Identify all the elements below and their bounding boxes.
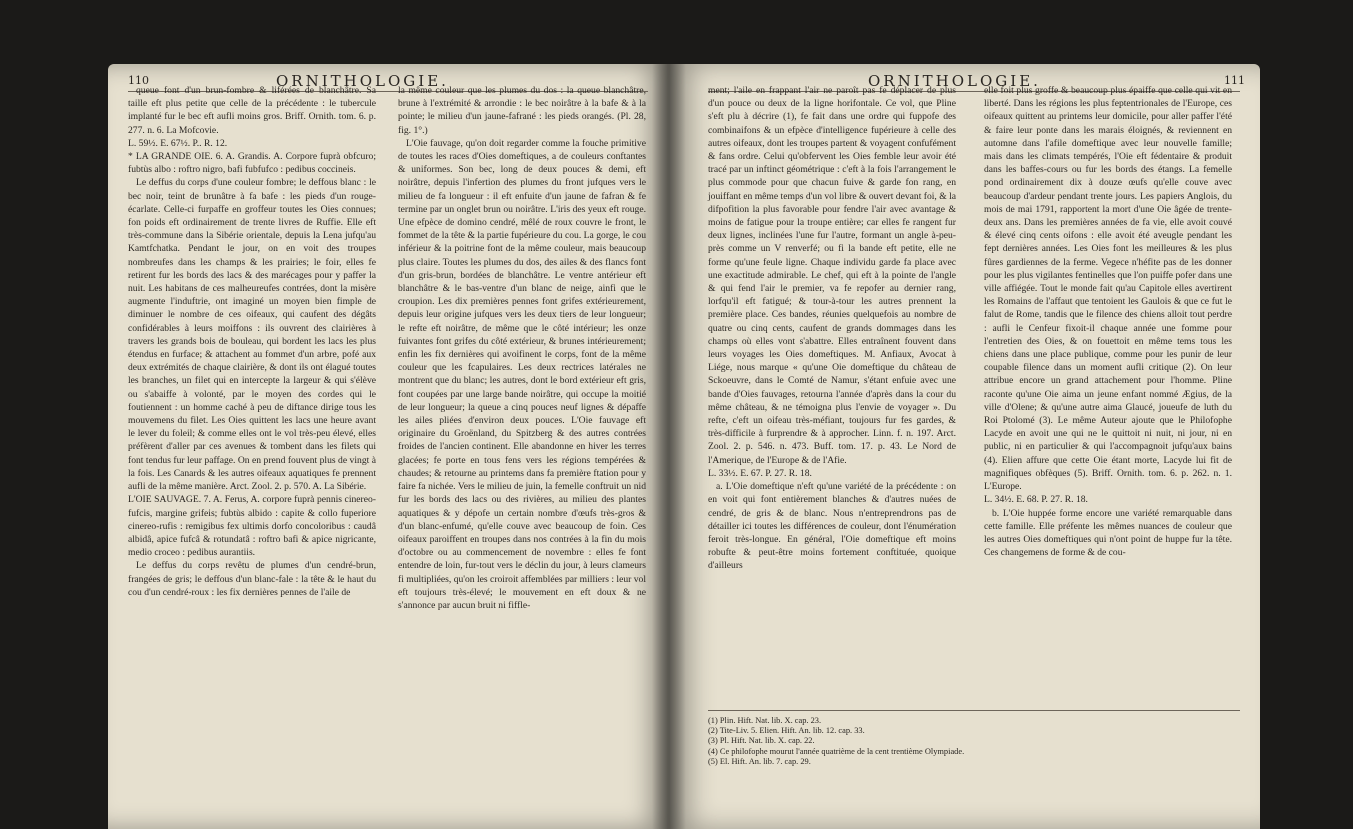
- measurement-line: L. 34½. E. 68. P. 27. R. 18.: [984, 494, 1088, 506]
- measurement-line: L. 33½. E. 67. P. 27. R. 18.: [708, 467, 812, 479]
- running-head: ORNITHOLOGIE.: [276, 72, 449, 90]
- paragraph: queue font d'un brun-fombre & liférées de blanchâtre. Sa taille eft plus petite que celle de la précédente : le tubercule implanté fur le bec eft aufli moins gros. Briff. Ornith. tom. 6. p. 277. n. 6. La Mofcovie.: [128, 85, 376, 136]
- footnote-rule: [708, 710, 1240, 711]
- paragraph: a. L'Oie domeftique n'eft qu'une variété de la précédente : on en voit qui font entièrement blanches & d'autres nuées de cendré, de gris & de blanc. Nous n'entreprendrons pas de détailler ici toutes les différences de couleur, dont l'énumération feroit très-longue. En général, l'Oie domeftique eft moins robufte & peut-être moins fortement conftituée, quoique d'ailleurs: [708, 481, 956, 572]
- page-number: 111: [1224, 74, 1245, 87]
- paragraph: ment; l'aile en frappant l'air ne paroît pas fe déplacer de plus d'un pouce ou deux de la ligne horifontale. Ce vol, que Pline s'eft plu à décrire (1), fe fait dans une ordre qui fuppofe des combinaifons & un efpèce d'intelligence fupérieure à celle des autres oifeaux, dont les troupes partent & voyagent confufément & fans ordre. Celui qu'obfervent les Oies femble leur avoir été tracé par un inftinct géométrique : c'eft à la fois l'arrangement le plus commode pour que chacun fuive & garde fon rang, en jouiffant en même temps d'un vol libre & ouvert devant foi, & la difpofition la plus favorable pour fendre l'air avec avantage & moins de fatigue pour la troupe entière; car elles fe rangent fur deux lignes, inclinées l'une fur l'autre, formant un angle à-peu-près comme un V renverfé; ou fi la bande eft petite, elle ne forme qu'une feule ligne. Chaque individu garde fa place avec une exactitude admirable. Le chef, qui eft à la pointe de l'angle & qui fend l'air le premier, va fe repofer au dernier rang, lorfqu'il eft fatigué; & tour-à-tour les autres prennent la première place. Ces bandes, réunies quelquefois au nombre de quatre ou cinq cents, caufent de grands dommages dans les champs où elles vont s'abattre. Elles entraînent fouvent dans leurs voyages les Oies domeftiques. M. Anfiaux, Avocat à Liége, nous marque « qu'une Oie domeftique du château de Sckoeuvre, dans le Comté de Namur, s'étant enfuie avec une bande d'Oies fauvages, retourna l'année d'après dans la cour du même château, & ne témoigna plus l'envie de voyager ». Du refte, c'eft un oifeau très-méfiant, toujours fur fes gardes, & très-difficile à furprendre & à approcher. Linn. f. n. 197. Arct. Zool. 2. p. 546. n. 473. Buff. tom. 17. p. 43. Le Nord de l'Amerique, de l'Europe & de l'Afie.: [708, 85, 956, 466]
- species-entry: L'OIE SAUVAGE. 7. A. Ferus, A. corpore fuprà pennis cinereo-fufcis, margine grifeis; fubtùs albido : capite & collo fuperiore cinereo-rufis : remigibus fex ultimis dorfo concoloribus : caudâ albidâ, apice fufcâ & rotundatâ : roftro bafi & apice nigricante, medio croceo : pedibus aurantiis.: [128, 494, 376, 559]
- footnote: (1) Plin. Hift. Nat. lib. X. cap. 23.: [708, 716, 822, 725]
- paragraph: la même couleur que les plumes du dos : la queue blanchâtre, brune à l'extrémité & arrondie : le bec noirâtre à la bafe & à la pointe; le milieu d'un jaune-fafrané : les pieds orangés. (Pl. 28, fig. 1°.): [398, 85, 646, 136]
- footnote: (2) Tite-Liv. 5. Elien. Hift. An. lib. 12. cap. 33.: [708, 726, 865, 736]
- paragraph: elle foit plus groffe & beaucoup plus épaiffe que celle qui vit en liberté. Dans les régions les plus feptentrionales de l'Europe, ces oifeaux quittent au printems leur domicile, pour aller paffer l'été & faire leur ponte dans les marais éloignés, & reviennent en automne dans l'afile domeftique avec leur nouvelle famille; mais dans les climats tempérés, l'Oie eft fédentaire & produit dans les baffes-cours ou fur les bords des étangs. La femelle pond ordinairement dix à douze œufs qu'elle couve avec beaucoup d'ardeur pendant trente jours. Les papiers Anglois, du mois de mai 1791, rapportent la mort d'une Oie âgée de trente-deux ans. Dans les premières années de fa vie, elle avoit couvé & élevé cinq cents oifons : elle avoit été aveugle pendant les fept dernières années. Les Oies font les meilleures & les plus fûres gardiennes de la ferme. Vegece n'héfite pas de les donner pour les plus vigilantes fentinelles que l'on puiffe pofer dans une ville affiégée. Tout le monde fait qu'au Capitole elles avertirent les Romains de l'affaut que tentoient les Gaulois & que ce fut le falut de Rome, tandis que le filence des chiens alloit tout perdre : aufli le Cenfeur fixoit-il chaque année une fomme pour l'entretien des Oies, & on fouettoit en même tems tous les chiens dans une place publique, comme pour les punir de leur coupable filence dans un moment aufli critique (2). On leur attribue encore un grand attachement pour l'homme. Pline raconte qu'une Oie aima un jeune enfant nommé Ægius, de la ville d'Olene; & qu'une autre aima Glaucé, joueufe de luth du Roi Ptolomé (3). Le même Auteur ajoute que le Philofophe Lacyde en avoit une qui ne le quittoit ni nuit, ni jour, ni en public, ni en particulier & qui l'accompagnoit jufqu'aux bains (4). Elien affure que cette Oie étant morte, Lacyde lui fit de magnifiques obfèques (5). Briff. Ornith. tom. 6. p. 262. n. 1. L'Europe.: [984, 85, 1232, 493]
- footnote: (4) Ce philofophe mourut l'année quatrième de la cent trentième Olympiade.: [708, 746, 965, 756]
- right-page: [668, 64, 1260, 829]
- paragraph: Le deffus du corps revêtu de plumes d'un cendré-brun, frangées de gris; le deffous d'un blanc-fale : la tête & le haut du cou d'un cendré-roux : les fix dernières pennes de l'aile de: [128, 560, 376, 598]
- species-entry: * LA GRANDE OIE. 6. A. Grandis. A. Corpore fuprà obfcuro; fubtùs albo : roftro nigro, bafi fubfufco : pedibus coccineis.: [128, 151, 376, 176]
- left-page: [108, 64, 668, 829]
- book-gutter: [652, 64, 686, 829]
- text-column-left: [128, 84, 376, 599]
- running-head: ORNITHOLOGIE.: [868, 72, 1041, 90]
- paragraph: Le deffus du corps d'une couleur fombre; le deffous blanc : le bec noir, teint de brunâtre à fa bafe : les pieds d'un rouge-écarlate. Celle-ci furpaffe en groffeur toutes les Oies connues; fon poids eft ordinairement de trente livres de Ruffie. Elle eft très-commune dans la Sibérie orientale, depuis la Lena jufqu'au Kamtfchatka. Pendant le jour, on en voit des troupes nombreufes dans les champs & les prairies; le foir, elles fe retirent fur les bords des lacs & des marécages pour y paffer la nuit. Les habitans de ces malheureufes contrées, dont la misère augmente l'induftrie, ont imaginé un moyen bien fimple de diminuer le nombre de ces oifeaux, qui caufent des dégâts confidérables à leurs moiffons : ils ouvrent des clairières à travers les grands bois de bouleau, qui bordent les lacs les plus étendus en furface; & attachent au fommet d'un arbre, pofé aux deux extrémités de chaque clairière, & dont ils ont élagué toutes les branches, un filet qui en intercepte la largeur & qui s'élève ou s'abaiffe à volonté, par le moyen des cordes qui le foutiennent : un homme caché à peu de diftance dirige tous les mouvemens du filet. Les Oies quittent les lacs une heure avant le lever du foleil; & comme elles ont le vol très-peu élevé, elles préfèrent d'aller par ces avenues & tombent dans les filets qui font tendus fur leur paffage. On en prend fouvent plus de vingt à la fois. Les Canards & les autres oifeaux aquatiques fe prennent aufli de la même manière. Arct. Zool. 2. p. 570. A. La Sibérie.: [128, 177, 376, 493]
- footnotes: [708, 716, 1228, 767]
- footnote: (3) Pl. Hift. Nat. lib. X. cap. 22.: [708, 736, 815, 746]
- measurement-line: L. 59½. E. 67½. P.. R. 12.: [128, 137, 228, 149]
- text-column-left: [708, 84, 956, 573]
- page-number: 110: [128, 74, 149, 87]
- paragraph: b. L'Oie huppée forme encore une variété remarquable dans cette famille. Elle préfente les mêmes nuances de couleur que les autres Oies domeftiques qui n'ont point de huppe fur la tête. Ces changemens de forme & de cou-: [984, 507, 1232, 559]
- footnote: (5) El. Hift. An. lib. 7. cap. 29.: [708, 756, 811, 766]
- text-column-right: [398, 84, 646, 612]
- paragraph: L'Oie fauvage, qu'on doit regarder comme la fouche primitive de toutes les races d'Oies domeftiques, a de couleurs conftantes & uniformes. Son bec, long de deux pouces & demi, eft noirâtre, depuis l'infertion des plumes du front jufques vers le milieu de fa longueur : il eft enfuite d'un jaune de fafran & fe termine par un onglet brun ou noirâtre. L'iris des yeux eft rouge. Une efpèce de domino cendré, mêlé de roux couvre le front, le fommet de la tête & la partie fupérieure du cou. La gorge, le cou inférieur & la poitrine font de la même couleur, mais beaucoup plus claire. Toutes les plumes du dos, des ailes & des flancs font d'un gris-brun, bordées de blanchâtre. Le ventre antérieur eft blanchâtre & le bas-ventre d'un blanc de neige, ainfi que le croupion. Les dix premières pennes font grifes extérieurement, depuis leur origine jufques vers les deux tiers de leur longueur; le refte eft noirâtre, de même que le côté intérieur; les onze fuivantes font grifes du côté extérieur, & brunes intérieurement; enfin les fix dernières qui avoifinent le corps, font de la même couleur que les fcapulaires. Les deux rectrices latérales ne montrent que du blanc; les autres, dont le bord extérieur eft gris, font coupées par une large bande noirâtre, qui occupe la moitié de leur longueur; la queue a cinq pouces neuf lignes & dépaffe les ailes pliées d'environ deux pouces. L'Oie fauvage eft originaire du Groënland, du Spitzberg & des autres contrées froides de l'ancien continent. Elle abandonne en hiver les terres glacées; fe porte en tous fens vers les régions tempérées & chaudes; & retourne au printems dans fa première ftation pour y faire fa nichée. Vers le milieu de juin, la femelle conftruit un nid fur les bords des lacs ou des rivières, au milieu des plantes aquatiques & y dépofe un certain nombre d'œufs très-gros & d'un blanc-enfumé, qu'elle couve avec beaucoup de foin. Ces oifeaux paroiffent en troupes dans nos contrées à la fin du mois d'octobre ou au commencement de novembre : elles fe font entendre de loin, fur-tout vers le déclin du jour, à leurs clameurs fi multipliées, qu'on les croiroit affemblées par milliers : leur vol eft toujours très-élevé; le mouvement en eft doux & ne s'annonce par aucun bruit ni fiffle-: [398, 137, 646, 611]
- text-column-right: [984, 84, 1232, 559]
